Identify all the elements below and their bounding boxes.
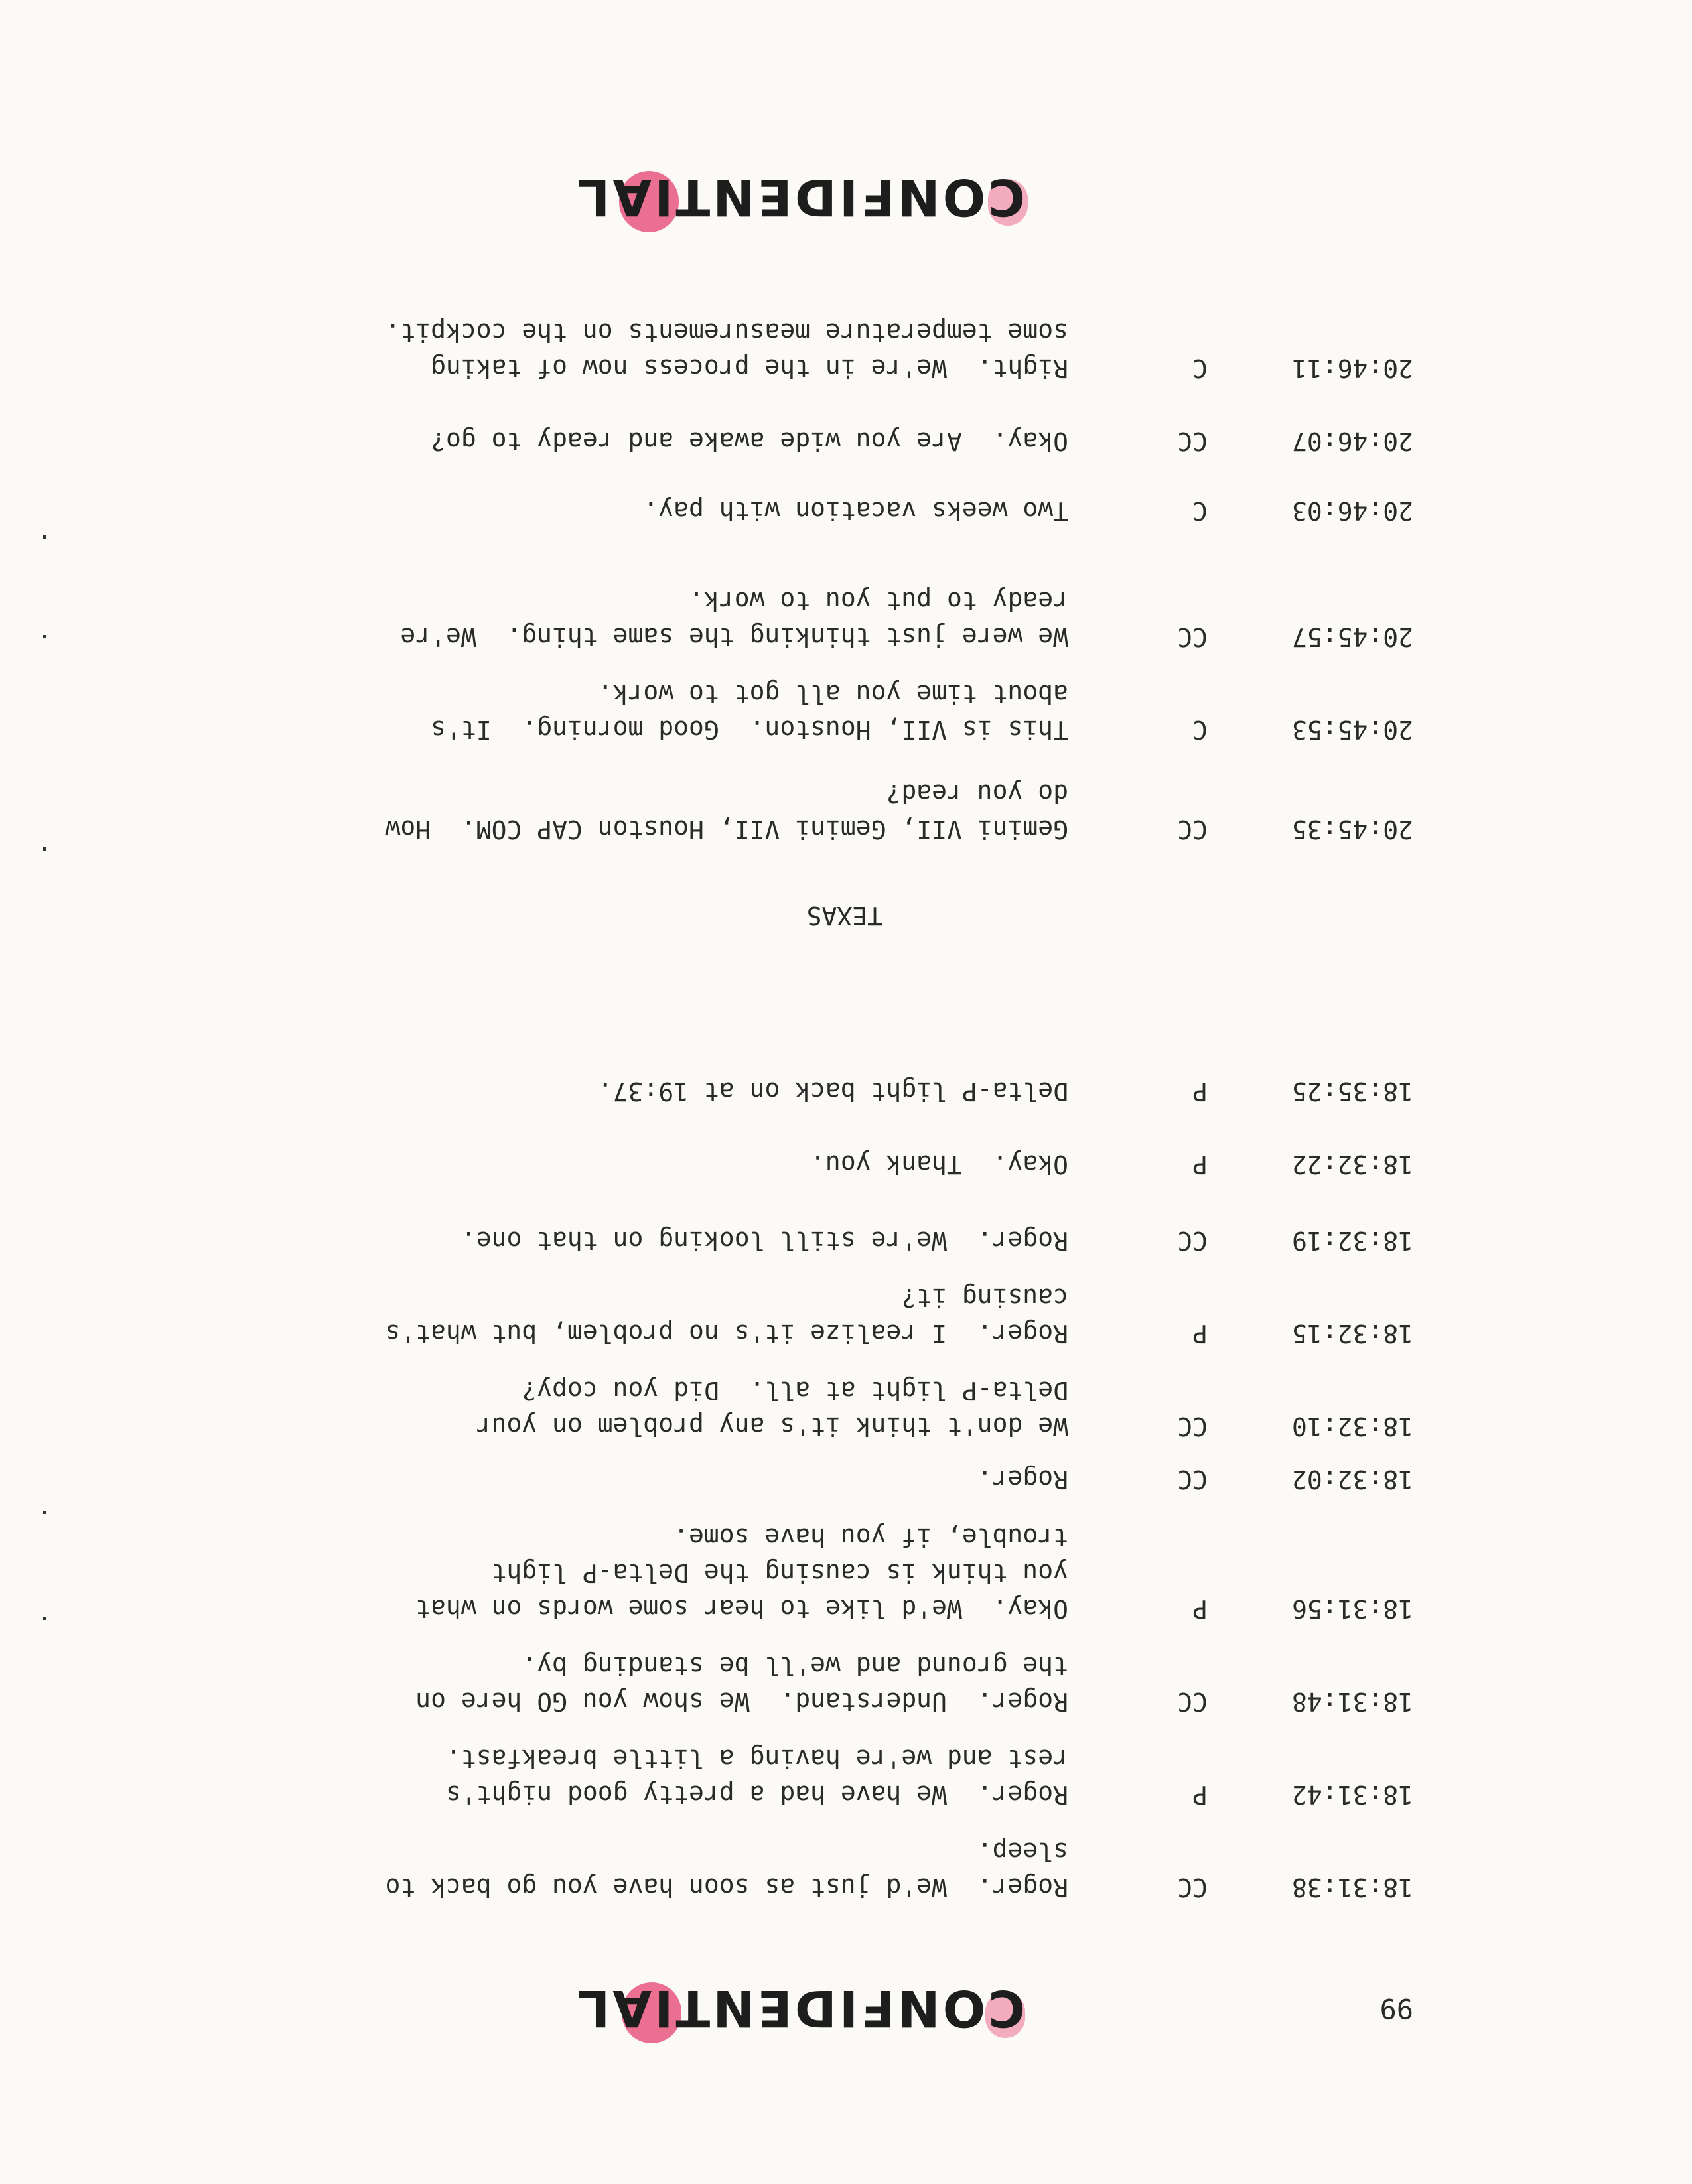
stamp-label: CONFIDENTIAL [575, 168, 1025, 227]
entry-time: 18:31:48 [1291, 1687, 1413, 1716]
entry-speaker: CC [1177, 1687, 1208, 1716]
entry-time: 18:32:02 [1291, 1465, 1413, 1494]
entry-speaker: C [1192, 354, 1208, 383]
entry-speaker: CC [1177, 1412, 1208, 1441]
margin-mark [43, 535, 46, 539]
entry-time: 18:35:25 [1291, 1077, 1413, 1106]
entry-speaker: P [1192, 1077, 1208, 1106]
entry-text: Roger. Understand. We show you GO here on the ground and we'll be standing by. [400, 1651, 1068, 1716]
stamp-label: CONFIDENTIAL [575, 1979, 1025, 2038]
page-number: 99 [1379, 1992, 1413, 2025]
entry-text: We were just thinking the same thing. We're ready to put you to work. [385, 586, 1068, 651]
entry-text: Roger. We'd just as soon have you go back to sleep. [370, 1837, 1068, 1902]
entry-time: 18:31:42 [1291, 1780, 1413, 1809]
entry-speaker: CC [1177, 622, 1208, 651]
entry-time: 18:32:22 [1291, 1150, 1413, 1179]
entry-speaker: CC [1177, 1465, 1208, 1494]
entry-speaker: C [1192, 715, 1208, 744]
entry-speaker: C [1192, 496, 1208, 525]
entry-time: 18:31:56 [1291, 1594, 1413, 1623]
confidential-stamp-top [575, 1979, 1025, 2038]
entry-time: 20:46:07 [1291, 427, 1413, 456]
margin-mark [43, 635, 46, 638]
section-heading: TEXAS [806, 901, 882, 930]
entry-text: Okay. Thank you. [810, 1150, 1068, 1179]
entry-speaker: P [1192, 1780, 1208, 1809]
entry-speaker: CC [1177, 1873, 1208, 1902]
entry-speaker: P [1192, 1150, 1208, 1179]
entry-speaker: CC [1177, 427, 1208, 456]
margin-mark [43, 1511, 46, 1514]
entry-text: Two weeks vacation with pay. [643, 496, 1068, 525]
entry-text: Okay. We'd like to hear some words on what you think is causing the Delta-P light trouble, if you have some. [400, 1523, 1068, 1623]
entry-text: Roger. [977, 1465, 1068, 1494]
entry-text: Okay. Are you wide awake and ready to go? [431, 427, 1068, 456]
entry-time: 20:45:35 [1291, 815, 1413, 844]
entry-text: Delta-P light back on at 19:37. [597, 1077, 1068, 1106]
entry-time: 20:45:53 [1291, 715, 1413, 744]
margin-mark [43, 847, 46, 851]
entry-time: 20:45:57 [1291, 622, 1413, 651]
entry-text: Gemini VII, Gemini VII, Houston CAP COM. How do you read? [370, 779, 1068, 844]
entry-time: 18:32:10 [1291, 1412, 1413, 1441]
entry-text: Roger. I realize it's no problem, but what's causing it? [370, 1283, 1068, 1348]
entry-text: Roger. We have had a pretty good night's rest and we're having a little breakfast. [431, 1744, 1068, 1809]
entry-text: This is VII, Houston. Good morning. It's about time you all got to work. [415, 679, 1068, 744]
entry-speaker: P [1192, 1319, 1208, 1348]
margin-mark [43, 1617, 46, 1620]
entry-text: Roger. We're still looking on that one. [460, 1226, 1068, 1255]
entry-time: 18:32:19 [1291, 1226, 1413, 1255]
entry-text: We don't think it's any problem on your Delta-P light at all. Did you copy? [460, 1376, 1068, 1441]
entry-time: 20:46:03 [1291, 496, 1413, 525]
entry-time: 20:46:11 [1291, 354, 1413, 383]
entry-speaker: CC [1177, 815, 1208, 844]
entry-text: Right. We're in the process now of taking some temperature measurements on the cockpit. [385, 318, 1068, 383]
entry-speaker: P [1192, 1594, 1208, 1623]
entry-speaker: CC [1177, 1226, 1208, 1255]
entry-time: 18:31:38 [1291, 1873, 1413, 1902]
entry-time: 18:32:15 [1291, 1319, 1413, 1348]
confidential-stamp-bottom [575, 168, 1025, 227]
